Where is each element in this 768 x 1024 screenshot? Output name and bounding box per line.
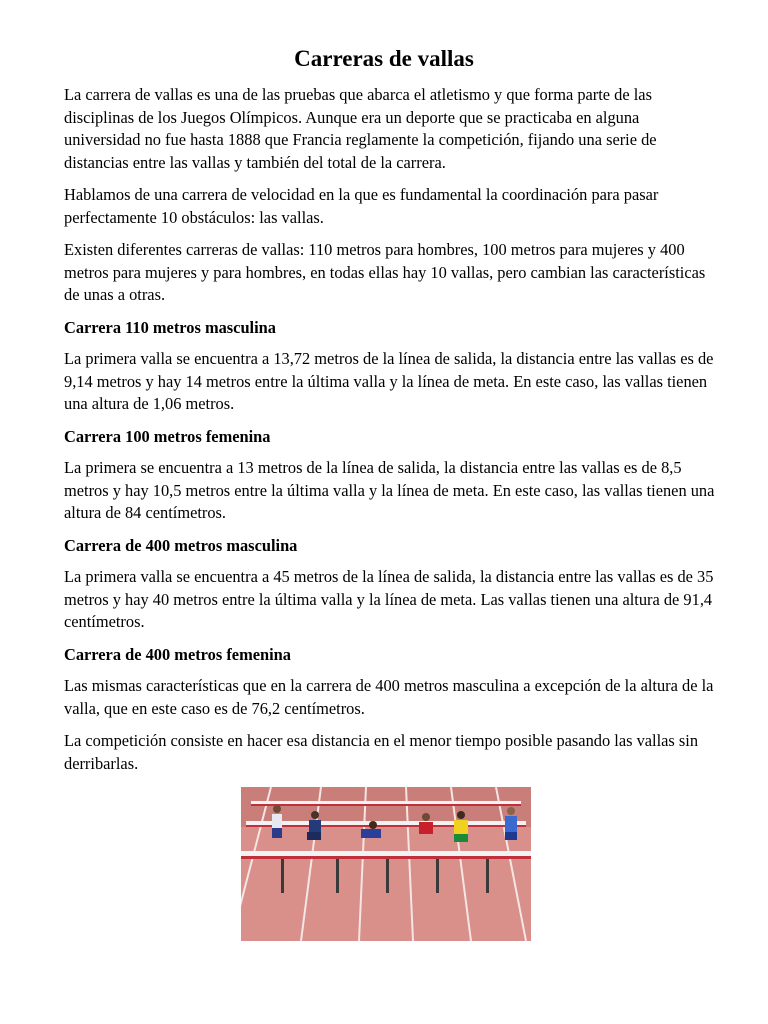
section-heading-400m-women: Carrera de 400 metros femenina bbox=[64, 644, 291, 664]
intro-paragraph-1: La carrera de vallas es una de las pruebas que abarca el atletismo y que forma parte de las disciplinas de los Juegos Olímpicos. Aunque era un deporte que se practicaba en alguna universidad no fue hasta 1888 que Francia reglamente la competición, fijando una serie de distancias entre las vallas y también del total de la carrera. bbox=[64, 85, 657, 172]
section-text-400m-women: Las mismas características que en la carrera de 400 metros masculina a excepción de la altura de la valla, que en este caso es de 76,2 centímetros. bbox=[64, 676, 714, 718]
closing-paragraph: La competición consiste en hacer esa distancia en el menor tiempo posible pasando las vallas sin derribarlas. bbox=[64, 731, 699, 773]
intro-paragraph-3: Existen diferentes carreras de vallas: 110 metros para hombres, 100 metros para mujeres y 400 metros para mujeres y para hombres, en todas ellas hay 10 vallas, pero cambian las características de unas a otras. bbox=[64, 240, 706, 304]
intro-paragraph-2: Hablamos de una carrera de velocidad en la que es fundamental la coordinación para pasar perfectamente 10 obstáculos: las vallas. bbox=[64, 185, 659, 227]
section-text-400m-men: La primera valla se encuentra a 45 metros de la línea de salida, la distancia entre las vallas es de 35 metros y hay 40 metros entre la última valla y la línea de meta. Las vallas tienen una altura de 91,4 centímetros. bbox=[64, 567, 714, 631]
section-text-110m-men: La primera valla se encuentra a 13,72 metros de la línea de salida, la distancia entre las vallas es de 9,14 metros y hay 14 metros entre la última valla y la línea de meta. En este caso, las vallas tienen una altura de 1,06 metros. bbox=[64, 349, 714, 413]
page-title: Carreras de vallas bbox=[294, 46, 474, 71]
section-heading-100m-women: Carrera 100 metros femenina bbox=[64, 426, 271, 446]
section-heading-110m-men: Carrera 110 metros masculina bbox=[64, 317, 276, 337]
hurdles-race-photo bbox=[241, 787, 531, 941]
section-heading-400m-men: Carrera de 400 metros masculina bbox=[64, 535, 298, 555]
section-text-100m-women: La primera se encuentra a 13 metros de la línea de salida, la distancia entre las vallas es de 8,5 metros y hay 10,5 metros entre la última valla y la línea de meta. En este caso, las vallas tienen una altura de 84 centímetros. bbox=[64, 458, 715, 522]
document-body bbox=[64, 84, 718, 785]
